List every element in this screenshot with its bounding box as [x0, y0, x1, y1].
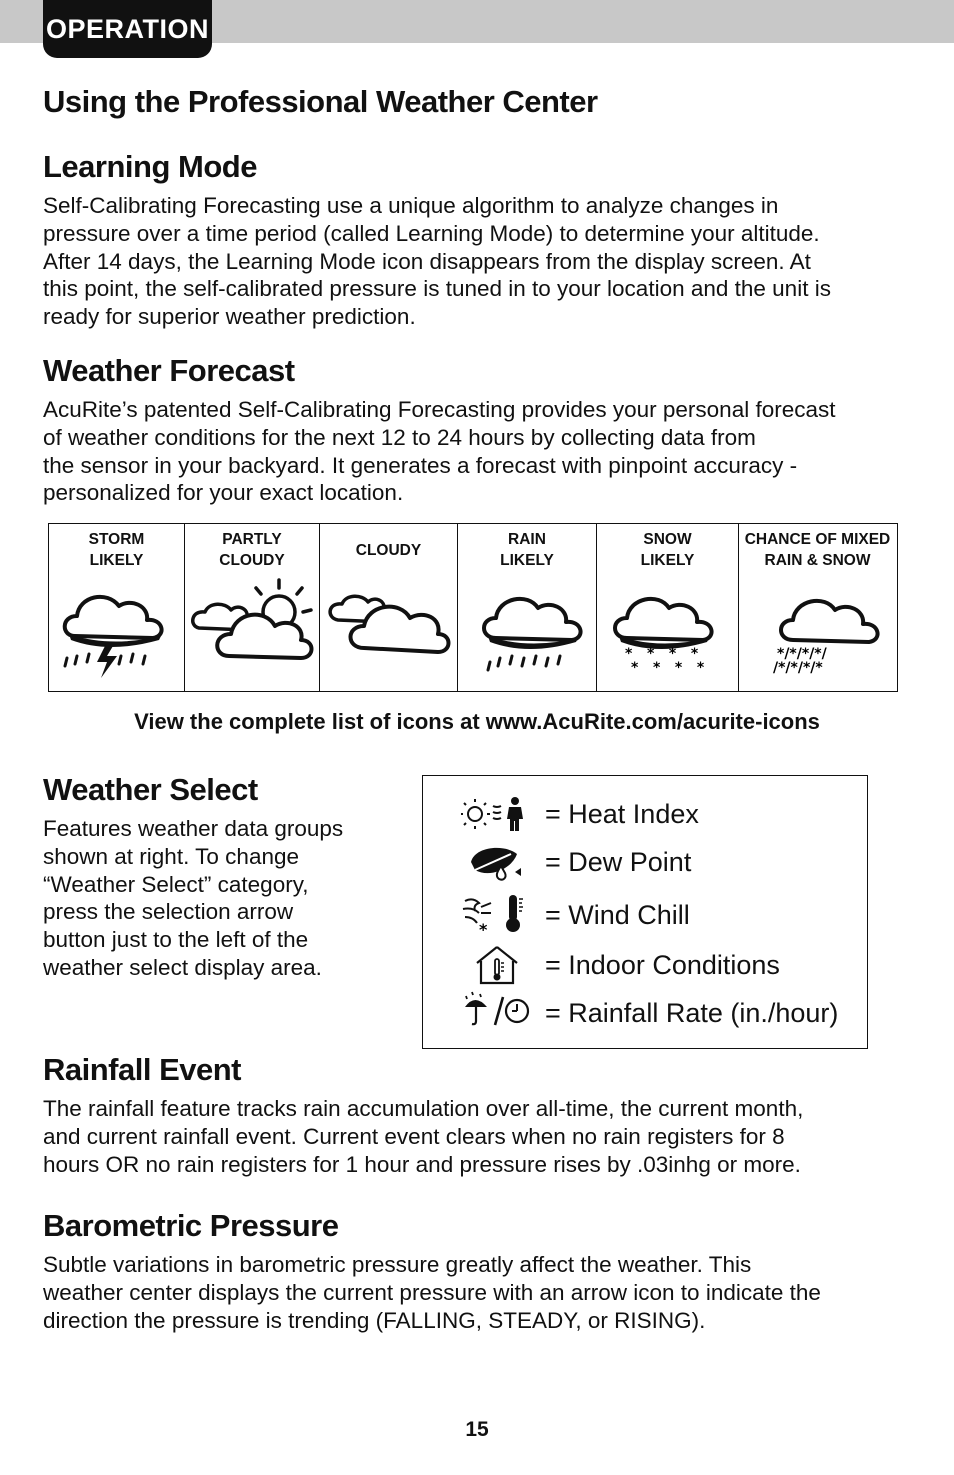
legend-row-heat-index — [423, 792, 869, 836]
forecast-icon-table — [48, 523, 898, 692]
barometric-pressure-text — [43, 1251, 913, 1334]
text-line: this point, the self-calibrated pressure is tuned in to your location and the unit is — [43, 276, 831, 302]
text-line: After 14 days, the Learning Mode icon disappears from the display screen. At — [43, 248, 811, 274]
forecast-cell-snow — [597, 524, 739, 691]
text-line: button just to the left of the — [43, 927, 309, 953]
text-line: Subtle variations in barometric pressure greatly affect the weather. This — [43, 1252, 752, 1277]
section-tab: OPERATION — [43, 0, 212, 58]
legend-row-rainfall-rate — [423, 991, 869, 1035]
text-line: ready for superior weather prediction. — [43, 304, 416, 330]
text-line: hours OR no rain registers for 1 hour and pressure rises by .03inhg or more. — [43, 1151, 801, 1177]
svg-text:*/*/*/*/: */*/*/*/ — [777, 646, 827, 662]
learning-mode-heading: Learning Mode — [43, 149, 257, 184]
rainfall-event-text — [43, 1095, 913, 1178]
legend-text: = Rainfall Rate (in./hour) — [545, 998, 839, 1028]
page-number: 15 — [465, 1418, 489, 1441]
svg-text:* * * *: * * * * — [625, 646, 699, 662]
text-line: personalized for your exact location. — [43, 480, 404, 506]
forecast-cell-mixed — [739, 524, 896, 691]
legend-text: = Heat Index — [545, 799, 699, 829]
forecast-cell-rain — [458, 524, 597, 691]
mixed-rain-snow-icon — [739, 576, 894, 686]
forecast-label: CHANCE OF MIXED RAIN & SNOW — [744, 531, 891, 569]
weather-select-heading: Weather Select — [43, 772, 258, 807]
barometric-pressure-heading: Barometric Pressure — [43, 1208, 339, 1243]
svg-text:*: * — [479, 920, 488, 937]
text-line: Self-Calibrating Forecasting use a unique algorithm to analyze changes in — [43, 193, 779, 218]
rainfall-rate-icon — [461, 991, 531, 1035]
text-line: “Weather Select” category, — [43, 871, 309, 897]
text-line: and current rainfall event. Current event clears when no rain registers for 8 — [43, 1123, 785, 1149]
legend-row-wind-chill — [423, 893, 869, 937]
page-title: Using the Professional Weather Center — [43, 84, 598, 119]
text-line: The rainfall feature tracks rain accumulation over all-time, the current month, — [43, 1096, 804, 1121]
partly-cloudy-icon — [185, 576, 318, 686]
text-line: AcuRite’s patented Self-Calibrating Forecasting provides your personal forecast — [43, 397, 836, 422]
forecast-label: STORM LIKELY — [88, 531, 145, 569]
text-line: Features weather data groups — [43, 816, 344, 841]
legend-text: = Indoor Conditions — [545, 950, 780, 980]
forecast-cell-cloudy — [320, 524, 458, 691]
wind-chill-icon — [461, 893, 531, 937]
svg-text:/*/*/*/*: /*/*/*/* — [773, 660, 823, 676]
text-line: weather center displays the current pressure with an arrow icon to indicate the — [43, 1279, 821, 1305]
legend-row-dew-point — [423, 840, 869, 884]
rain-icon — [458, 576, 595, 686]
cloudy-icon — [320, 576, 456, 686]
legend-row-indoor-conditions — [423, 943, 869, 987]
forecast-label: RAIN LIKELY — [500, 531, 554, 569]
storm-icon — [49, 576, 183, 686]
forecast-cell-partly-cloudy — [185, 524, 320, 691]
svg-text:* * * *: * * * * — [631, 660, 705, 676]
icons-link-note: View the complete list of icons at www.AcuRite.com/acurite-icons — [134, 709, 820, 734]
forecast-label: SNOW LIKELY — [640, 531, 695, 569]
text-line: direction the pressure is trending (FALLING, STEADY, or RISING). — [43, 1307, 706, 1333]
heat-index-icon — [461, 792, 531, 836]
text-line: press the selection arrow — [43, 899, 294, 925]
forecast-label: PARTLY CLOUDY — [219, 531, 285, 569]
text-line: of weather conditions for the next 12 to 24 hours by collecting data from — [43, 424, 756, 450]
text-line: pressure over a time period (called Learning Mode) to determine your altitude. — [43, 220, 820, 246]
weather-forecast-text — [43, 396, 913, 507]
legend-text: = Wind Chill — [545, 900, 690, 930]
learning-mode-text — [43, 192, 913, 331]
weather-forecast-heading: Weather Forecast — [43, 353, 295, 388]
weather-select-legend — [422, 775, 868, 1049]
text-line: weather select display area. — [43, 954, 322, 980]
forecast-label: CLOUDY — [355, 541, 422, 559]
snow-icon — [597, 576, 737, 686]
text-line: the sensor in your backyard. It generates a forecast with pinpoint accuracy - — [43, 452, 798, 478]
rainfall-event-heading: Rainfall Event — [43, 1052, 241, 1087]
text-line: shown at right. To change — [43, 843, 300, 869]
legend-text: = Dew Point — [545, 847, 692, 877]
dew-point-icon — [461, 840, 531, 884]
forecast-cell-storm — [49, 524, 185, 691]
weather-select-text — [43, 815, 388, 982]
indoor-conditions-icon — [461, 943, 531, 987]
